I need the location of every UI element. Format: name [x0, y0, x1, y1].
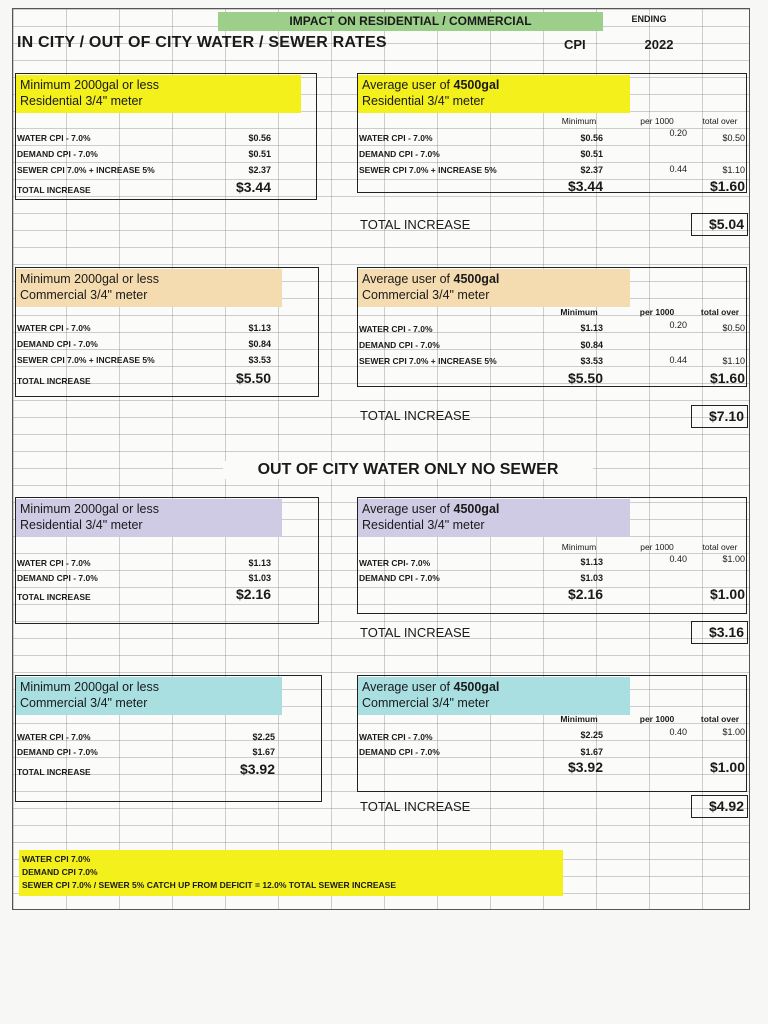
out-city-com-avg-min-total: $3.92 — [567, 759, 603, 775]
out-city-com-avg-over-total: $1.00 — [709, 759, 745, 775]
in-city-com-min-val-demand: $0.84 — [248, 339, 271, 349]
in-city-res-avg-min-demand: $0.51 — [580, 149, 603, 159]
in-city-com-avg-over-water: $0.50 — [722, 323, 745, 333]
out-city-res-avg-col-min: Minimum — [561, 542, 597, 552]
out-city-res-avg-min-demand: $1.03 — [580, 573, 603, 583]
in-city-res-avg-total: $5.04 — [691, 213, 748, 236]
in-city-res-avg-over-water: $0.50 — [722, 133, 745, 143]
out-city-res-avg-title — [358, 499, 630, 537]
footer-line-demand: DEMAND CPI 7.0% — [22, 867, 98, 877]
header-cpi: CPI — [564, 37, 586, 52]
out-city-com-avg-col-min: Minimum — [560, 714, 598, 724]
in-city-res-avg-min-water: $0.56 — [580, 133, 603, 143]
in-city-res-avg-total-label: TOTAL INCREASE — [360, 217, 471, 232]
header-year: 2022 — [644, 37, 674, 52]
out-city-res-avg-row-demand: DEMAND CPI - 7.0% — [359, 573, 440, 583]
in-city-res-avg-title-line1 — [362, 77, 626, 93]
in-city-com-min-total-label: TOTAL INCREASE — [17, 376, 91, 386]
out-city-com-avg-row-water: WATER CPI - 7.0% — [359, 732, 433, 742]
out-city-res-min-row-water: WATER CPI - 7.0% — [17, 558, 91, 568]
out-city-com-min-title-line1: Minimum 2000gal or less — [20, 680, 159, 694]
in-city-com-avg-per-water: 0.20 — [669, 320, 687, 330]
footer-line-sewer: SEWER CPI 7.0% / SEWER 5% CATCH UP FROM DEFICIT = 12.0% TOTAL SEWER INCREASE — [22, 880, 396, 890]
in-city-com-avg-per-sewer: 0.44 — [669, 355, 687, 365]
out-city-res-min-total-label: TOTAL INCREASE — [17, 592, 91, 602]
out-city-com-avg-title — [358, 677, 630, 715]
in-city-res-avg-title — [358, 75, 630, 113]
in-city-res-min-row-sewer: SEWER CPI 7.0% + INCREASE 5% — [17, 165, 155, 175]
out-city-res-min-title-line1: Minimum 2000gal or less — [20, 502, 159, 516]
in-city-res-min-val-water: $0.56 — [248, 133, 271, 143]
in-city-res-avg-title-bold: 4500gal — [453, 78, 500, 92]
in-city-com-avg-over-total: $1.60 — [709, 370, 745, 386]
out-city-res-min-title — [16, 499, 282, 537]
in-city-com-min-row-demand: DEMAND CPI - 7.0% — [17, 339, 98, 349]
in-city-res-min-total: $3.44 — [235, 179, 271, 195]
in-city-res-min-title-line1: Minimum 2000gal or less — [20, 78, 159, 92]
in-city-res-avg-row-water: WATER CPI - 7.0% — [359, 133, 433, 143]
out-city-com-min-val-water: $2.25 — [252, 732, 275, 742]
out-city-res-avg-over-total: $1.00 — [709, 586, 745, 602]
in-city-com-avg-min-total: $5.50 — [567, 370, 603, 386]
in-city-com-min-val-water: $1.13 — [248, 323, 271, 333]
out-city-res-avg-title-line1 — [362, 501, 626, 517]
in-city-res-avg-col-min: Minimum — [561, 116, 597, 126]
out-city-com-min-val-demand: $1.67 — [252, 747, 275, 757]
footer-note — [19, 850, 563, 896]
in-city-res-min-title-line2: Residential 3/4" meter — [20, 94, 143, 108]
out-city-res-min-row-demand: DEMAND CPI - 7.0% — [17, 573, 98, 583]
out-city-com-min-total-label: TOTAL INCREASE — [17, 767, 91, 777]
out-city-com-avg-min-water: $2.25 — [580, 730, 603, 740]
in-city-com-avg-title-line1 — [362, 271, 626, 287]
in-city-res-avg-row-sewer: SEWER CPI 7.0% + INCREASE 5% — [359, 165, 497, 175]
in-city-res-avg-over-total: $1.60 — [709, 178, 745, 194]
in-city-res-avg-per-water: 0.20 — [669, 128, 687, 138]
in-city-com-avg-min-water: $1.13 — [580, 323, 603, 333]
in-city-com-avg-total-label: TOTAL INCREASE — [360, 408, 471, 423]
in-city-res-avg-over-sewer: $1.10 — [722, 165, 745, 175]
out-city-res-min-val-demand: $1.03 — [248, 573, 271, 583]
in-city-com-avg-row-demand: DEMAND CPI - 7.0% — [359, 340, 440, 350]
in-city-res-avg-title-line2: Residential 3/4" meter — [362, 94, 485, 108]
in-city-res-avg-min-total: $3.44 — [567, 178, 603, 194]
in-city-res-min-row-demand: DEMAND CPI - 7.0% — [17, 149, 98, 159]
out-city-com-avg-col-over: total over — [700, 714, 740, 724]
out-city-com-min-row-demand: DEMAND CPI - 7.0% — [17, 747, 98, 757]
out-city-com-avg-row-demand: DEMAND CPI - 7.0% — [359, 747, 440, 757]
out-city-com-avg-title-line2: Commercial 3/4" meter — [362, 696, 490, 710]
in-city-com-avg-min-demand: $0.84 — [580, 340, 603, 350]
in-city-res-avg-title-text: Average user of — [362, 78, 454, 92]
out-city-res-min-title-line2: Residential 3/4" meter — [20, 518, 143, 532]
in-city-com-avg-over-sewer: $1.10 — [722, 356, 745, 366]
footer-line-water: WATER CPI 7.0% — [22, 854, 91, 864]
out-city-com-avg-per-water: 0.40 — [669, 727, 687, 737]
in-city-res-min-total-label: TOTAL INCREASE — [17, 185, 91, 195]
in-city-com-avg-row-water: WATER CPI - 7.0% — [359, 324, 433, 334]
out-city-res-avg-row-water: WATER CPI- 7.0% — [359, 558, 431, 568]
in-city-com-min-title-line1: Minimum 2000gal or less — [20, 272, 159, 286]
in-city-res-avg-col-per: per 1000 — [640, 116, 674, 126]
out-city-com-avg-total-label: TOTAL INCREASE — [360, 799, 471, 814]
in-city-com-min-row-sewer: SEWER CPI 7.0% + INCREASE 5% — [17, 355, 155, 365]
in-city-res-min-row-water: WATER CPI - 7.0% — [17, 133, 91, 143]
out-city-com-min-total: $3.92 — [239, 761, 275, 777]
in-city-res-min-title — [16, 75, 301, 113]
in-city-com-avg-title-bold: 4500gal — [453, 272, 500, 286]
out-city-res-avg-per-water: 0.40 — [669, 554, 687, 564]
in-city-com-avg-min-sewer: $3.53 — [580, 356, 603, 366]
in-city-com-avg-col-min: Minimum — [560, 307, 598, 317]
in-city-res-avg-per-sewer: 0.44 — [669, 164, 687, 174]
spreadsheet-sheet — [12, 8, 750, 910]
out-city-res-avg-title-bold: 4500gal — [453, 502, 500, 516]
out-city-com-min-title-line2: Commercial 3/4" meter — [20, 696, 148, 710]
out-city-com-avg-total: $4.92 — [691, 795, 748, 818]
out-city-res-avg-title-text: Average user of — [362, 502, 454, 516]
out-city-res-min-val-water: $1.13 — [248, 558, 271, 568]
in-city-com-avg-col-per: per 1000 — [639, 307, 675, 317]
in-city-com-avg-title-line2: Commercial 3/4" meter — [362, 288, 490, 302]
out-city-res-avg-title-line2: Residential 3/4" meter — [362, 518, 485, 532]
in-city-com-avg-col-over: total over — [700, 307, 740, 317]
page-title: IN CITY / OUT OF CITY WATER / SEWER RATES — [17, 34, 387, 51]
in-city-com-min-title — [16, 269, 282, 307]
in-city-com-min-title-line2: Commercial 3/4" meter — [20, 288, 148, 302]
out-city-com-avg-col-per: per 1000 — [639, 714, 675, 724]
out-city-res-avg-col-over: total over — [702, 542, 738, 552]
out-city-res-avg-col-per: per 1000 — [640, 542, 674, 552]
in-city-com-min-total: $5.50 — [235, 370, 271, 386]
in-city-res-min-val-sewer: $2.37 — [248, 165, 271, 175]
in-city-res-avg-min-sewer: $2.37 — [580, 165, 603, 175]
out-city-com-avg-min-demand: $1.67 — [580, 747, 603, 757]
out-city-res-avg-over-water: $1.00 — [722, 554, 745, 564]
out-city-res-avg-min-water: $1.13 — [580, 557, 603, 567]
out-city-res-avg-min-total: $2.16 — [567, 586, 603, 602]
in-city-com-avg-row-sewer: SEWER CPI 7.0% + INCREASE 5% — [359, 356, 497, 366]
in-city-res-avg-row-demand: DEMAND CPI - 7.0% — [359, 149, 440, 159]
out-city-res-avg-total-label: TOTAL INCREASE — [360, 625, 471, 640]
header-ending: ENDING — [631, 14, 667, 24]
in-city-res-avg-col-over: total over — [702, 116, 738, 126]
out-city-com-avg-over-water: $1.00 — [722, 727, 745, 737]
out-city-com-avg-title-line1 — [362, 679, 626, 695]
in-city-com-avg-title-text: Average user of — [362, 272, 454, 286]
out-city-com-avg-title-text: Average user of — [362, 680, 454, 694]
out-city-res-avg-total: $3.16 — [691, 621, 748, 644]
out-city-res-min-total: $2.16 — [235, 586, 271, 602]
in-city-com-avg-total: $7.10 — [691, 405, 748, 428]
in-city-com-avg-title — [358, 269, 630, 307]
out-of-city-section-title: OUT OF CITY WATER ONLY NO SEWER — [223, 461, 593, 479]
in-city-com-min-row-water: WATER CPI - 7.0% — [17, 323, 91, 333]
out-city-com-min-title — [16, 677, 282, 715]
in-city-res-min-val-demand: $0.51 — [248, 149, 271, 159]
in-city-com-min-val-sewer: $3.53 — [248, 355, 271, 365]
header-impact: IMPACT ON RESIDENTIAL / COMMERCIAL — [289, 14, 532, 28]
out-city-com-min-row-water: WATER CPI - 7.0% — [17, 732, 91, 742]
out-city-com-avg-title-bold: 4500gal — [453, 680, 500, 694]
